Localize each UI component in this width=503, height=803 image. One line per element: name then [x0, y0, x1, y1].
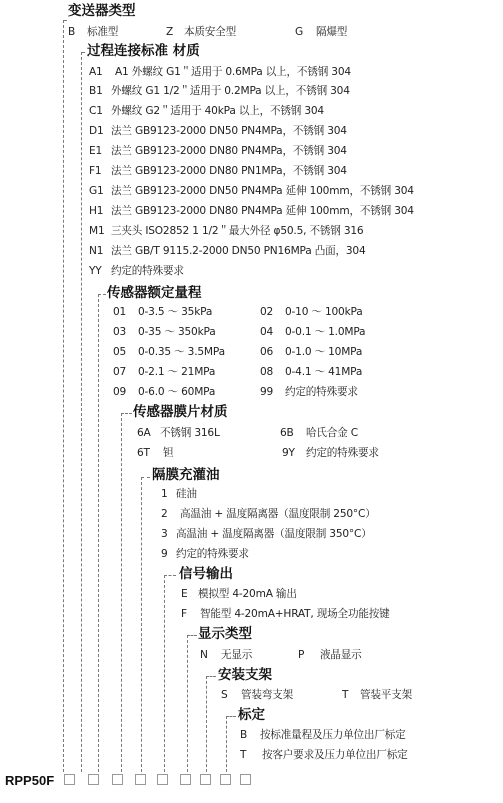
process-connection-code: B1 — [89, 85, 103, 97]
diaphragm-material-label: 哈氏合金 C — [306, 427, 358, 439]
fill-oil-label: 高温油 + 温度隔离器（温度限制 250°C） — [180, 508, 376, 520]
sensor-range-label: 0-4.1 ～ 41MPa — [285, 366, 363, 378]
calibration-code-t: T — [240, 749, 247, 761]
process-connection-code: H1 — [89, 205, 104, 217]
process-connection-code: E1 — [89, 145, 103, 157]
connector-hline-7 — [187, 635, 197, 636]
diaphragm-material-label: 不锈钢 316L — [160, 427, 220, 439]
model-code-box — [240, 774, 251, 785]
sensor-range-title: 传感器额定量程 — [107, 285, 202, 301]
sensor-range-code: 05 — [113, 346, 127, 358]
model-code-box — [220, 774, 231, 785]
process-connection-code: M1 — [89, 225, 105, 237]
calibration-label-t: 按客户要求及压力单位出厂标定 — [262, 749, 408, 761]
transmitter-type-label-b: 标准型 — [87, 26, 119, 38]
fill-oil-code: 9 — [161, 548, 168, 560]
sensor-range-label: 0-35 ～ 350kPa — [138, 326, 216, 338]
process-connection-label: 约定的特殊要求 — [111, 265, 184, 277]
process-connection-code: N1 — [89, 245, 104, 257]
bracket-label-t: 管装平支架 — [360, 689, 412, 701]
process-connection-code: YY — [89, 265, 102, 277]
process-connection-code: D1 — [89, 125, 104, 137]
connector-hline-6 — [164, 575, 176, 576]
calibration-title: 标定 — [238, 707, 265, 723]
sensor-range-code: 06 — [260, 346, 274, 358]
display-type-label-n: 无显示 — [221, 649, 253, 661]
sensor-range-code: 03 — [113, 326, 127, 338]
display-type-label-p: 液晶显示 — [320, 649, 362, 661]
signal-output-code: E — [181, 588, 188, 600]
signal-output-label: 智能型 4-20mA+HRAT, 现场全功能按键 — [200, 608, 390, 620]
bracket-title: 安装支架 — [218, 667, 272, 683]
sensor-range-code: 99 — [260, 386, 274, 398]
connector-vline-8 — [206, 676, 207, 772]
bracket-code-t: T — [342, 689, 349, 701]
fill-oil-label: 高温油 + 温度隔离器（温度限制 350°C） — [176, 528, 372, 540]
fill-oil-label: 硅油 — [176, 488, 197, 500]
connector-vline-3 — [98, 294, 99, 772]
sensor-range-label: 0-6.0 ～ 60MPa — [138, 386, 216, 398]
bracket-label-s: 管装弯支架 — [241, 689, 293, 701]
connector-vline-5 — [141, 477, 142, 772]
bracket-code-s: S — [221, 689, 228, 701]
transmitter-type-label-z: 本质安全型 — [184, 26, 236, 38]
diaphragm-material-code: 6B — [280, 427, 294, 439]
diaphragm-material-code: 6A — [137, 427, 151, 439]
model-code-box — [88, 774, 99, 785]
connector-hline-2 — [81, 52, 85, 53]
process-connection-label: 法兰 GB9123-2000 DN80 PN1MPa，不锈钢 304 — [111, 165, 347, 177]
sensor-range-label: 0-2.1 ～ 21MPa — [138, 366, 216, 378]
fill-oil-code: 2 — [161, 508, 168, 520]
process-connection-code: G1 — [89, 185, 104, 197]
transmitter-type-code-z: Z — [166, 26, 174, 38]
model-code-box — [157, 774, 168, 785]
diaphragm-material-label: 约定的特殊要求 — [306, 447, 379, 459]
fill-oil-code: 3 — [161, 528, 168, 540]
diaphragm-material-code: 6T — [137, 447, 150, 459]
sensor-range-label: 0-0.35 ～ 3.5MPa — [138, 346, 225, 358]
transmitter-type-label-g: 隔爆型 — [316, 26, 348, 38]
display-type-code-n: N — [200, 649, 208, 661]
sensor-range-code: 04 — [260, 326, 274, 338]
sensor-range-code: 02 — [260, 306, 274, 318]
fill-oil-label: 约定的特殊要求 — [176, 548, 249, 560]
fill-oil-title: 隔膜充灌油 — [152, 467, 220, 483]
process-connection-label: 外螺纹 G2＂适用于 40kPa 以上，不锈钢 304 — [111, 105, 324, 117]
fill-oil-code: 1 — [161, 488, 168, 500]
calibration-code-b: B — [240, 729, 248, 741]
model-code-box — [200, 774, 211, 785]
process-connection-label: 法兰 GB9123-2000 DN50 PN4MPa，不锈钢 304 — [111, 125, 347, 137]
connector-hline-3 — [98, 294, 106, 295]
connector-vline-9 — [226, 716, 227, 772]
model-code: RPP50F — [5, 773, 55, 788]
sensor-range-code: 01 — [113, 306, 127, 318]
sensor-range-code: 07 — [113, 366, 127, 378]
process-connection-title: 过程连接标准 材质 — [87, 43, 200, 59]
connector-hline-8 — [206, 676, 216, 677]
connector-vline-6 — [164, 575, 165, 772]
signal-output-label: 模拟型 4-20mA 输出 — [198, 588, 297, 600]
sensor-range-label: 0-0.1 ～ 1.0MPa — [285, 326, 366, 338]
display-type-code-p: P — [298, 649, 305, 661]
calibration-label-b: 按标准量程及压力单位出厂标定 — [260, 729, 406, 741]
process-connection-label: A1 外螺纹 G1＂适用于 0.6MPa 以上，不锈钢 304 — [115, 66, 351, 78]
connector-vline-1 — [63, 20, 64, 772]
connector-hline-1 — [63, 20, 67, 21]
model-code-box — [180, 774, 191, 785]
process-connection-label: 三夹头 ISO2852 1 1/2＂最大外径 φ50.5, 不锈钢 316 — [111, 225, 364, 237]
sensor-range-code: 08 — [260, 366, 274, 378]
transmitter-type-title: 变送器类型 — [68, 3, 136, 19]
model-code-box — [112, 774, 123, 785]
process-connection-code: A1 — [89, 66, 103, 78]
process-connection-label: 法兰 GB/T 9115.2-2000 DN50 PN16MPa 凸面，304 — [111, 245, 366, 257]
connector-vline-7 — [187, 635, 188, 772]
transmitter-type-code-g: G — [295, 26, 304, 38]
diaphragm-material-code: 9Y — [282, 447, 295, 459]
sensor-range-label: 约定的特殊要求 — [285, 386, 358, 398]
process-connection-code: C1 — [89, 105, 103, 117]
process-connection-label: 法兰 GB9123-2000 DN50 PN4MPa 延伸 100mm，不锈钢 304 — [111, 185, 414, 197]
model-code-box — [64, 774, 75, 785]
process-connection-code: F1 — [89, 165, 102, 177]
model-code-box — [135, 774, 146, 785]
display-type-title: 显示类型 — [198, 626, 252, 642]
sensor-range-label: 0-3.5 ～ 35kPa — [138, 306, 213, 318]
process-connection-label: 法兰 GB9123-2000 DN80 PN4MPa，不锈钢 304 — [111, 145, 347, 157]
diaphragm-material-label: 钽 — [163, 447, 174, 459]
connector-hline-9 — [226, 716, 236, 717]
sensor-range-label: 0-10 ～ 100kPa — [285, 306, 363, 318]
connector-vline-2 — [81, 52, 82, 772]
diaphragm-material-title: 传感器膜片材质 — [133, 404, 228, 420]
transmitter-type-code-b: B — [68, 26, 76, 38]
process-connection-label: 法兰 GB9123-2000 DN80 PN4MPa 延伸 100mm，不锈钢 304 — [111, 205, 414, 217]
process-connection-label: 外螺纹 G1 1/2＂适用于 0.2MPa 以上，不锈钢 304 — [111, 85, 350, 97]
connector-hline-5 — [141, 477, 150, 478]
sensor-range-code: 09 — [113, 386, 127, 398]
sensor-range-label: 0-1.0 ～ 10MPa — [285, 346, 363, 358]
connector-vline-4 — [121, 413, 122, 772]
connector-hline-4 — [121, 413, 132, 414]
signal-output-code: F — [181, 608, 187, 620]
signal-output-title: 信号输出 — [179, 566, 233, 582]
